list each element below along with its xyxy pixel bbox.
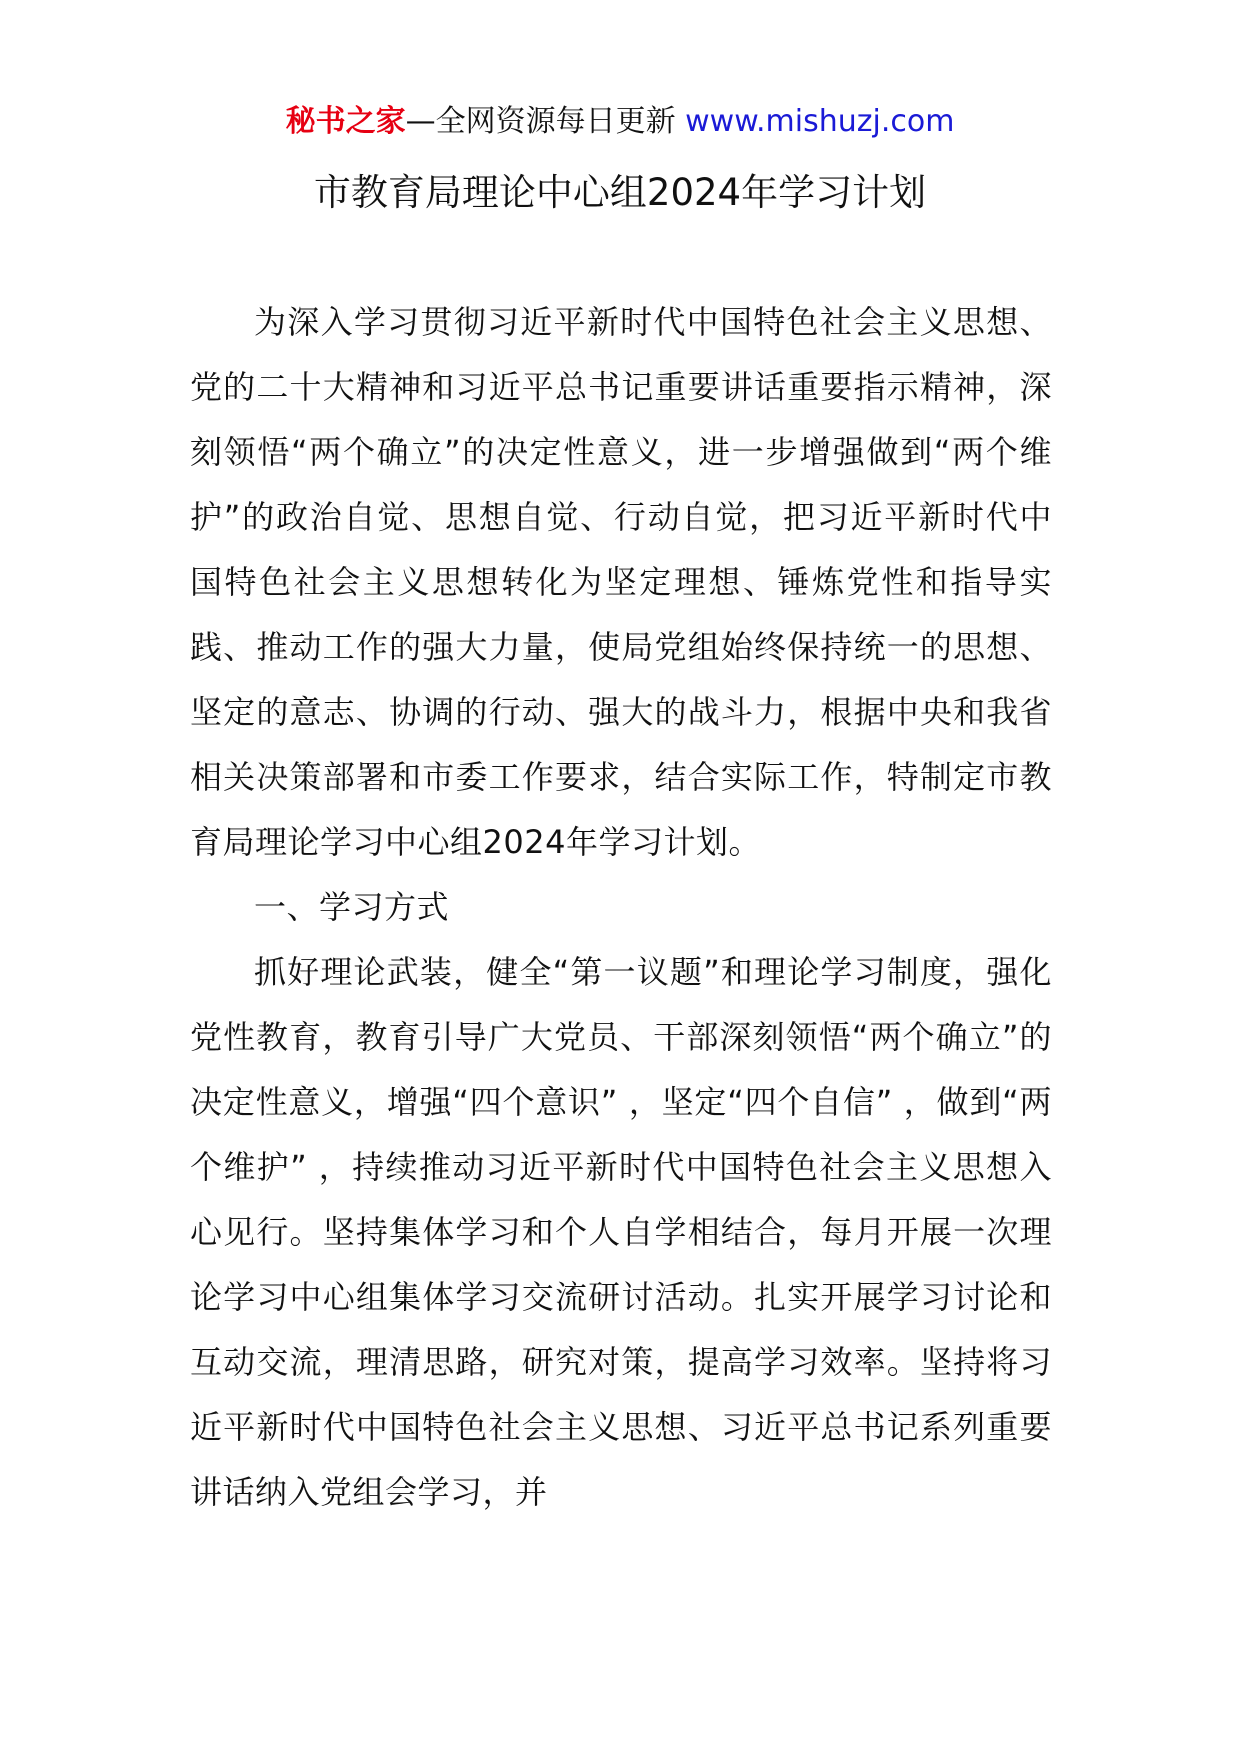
- site-url-link[interactable]: www.mishuzj.com: [685, 104, 955, 139]
- section-paragraph: 抓好理论武装，健全“第一议题”和理论学习制度，强化党性教育，教育引导广大党员、干部深刻领悟“两个确立”的决定性意义，增强“四个意识” ，坚定“四个自信” ，做到“两个维护” ，持续推动习近平新时代中国特色社会主义思想入心见行。坚持集体学习和个人自学相结合，每月开展一次理论学习中心组集体学习交流研讨活动。扎实开展学习讨论和互动交流，理清思路，研究对策，提高学习效率。坚持将习近平新时代中国特色社会主义思想、习近平总书记系列重要讲话纳入党组会学习，并: [190, 953, 1052, 1511]
- site-slogan: —全网资源每日更新: [405, 104, 686, 139]
- document-title: 市教育局理论中心组2024年学习计划: [313, 171, 927, 214]
- site-header: [0, 100, 1240, 144]
- intro-paragraph: 为深入学习贯彻习近平新时代中国特色社会主义思想、党的二十大精神和习近平总书记重要讲话重要指示精神，深刻领悟“两个确立”的决定性意义，进一步增强做到“两个维护”的政治自觉、思想自觉、行动自觉，把习近平新时代中国特色社会主义思想转化为坚定理想、锤炼党性和指导实践、推动工作的强大力量，使局党组始终保持统一的思想、坚定的意志、协调的行动、强大的战斗力，根据中央和我省相关决策部署和市委工作要求，结合实际工作，特制定市教育局理论学习中心组2024年学习计划。: [190, 303, 1052, 861]
- section-heading: 一、学习方式: [254, 888, 450, 926]
- brand-name: 秘书之家: [285, 104, 406, 139]
- document-body: [190, 290, 1052, 1525]
